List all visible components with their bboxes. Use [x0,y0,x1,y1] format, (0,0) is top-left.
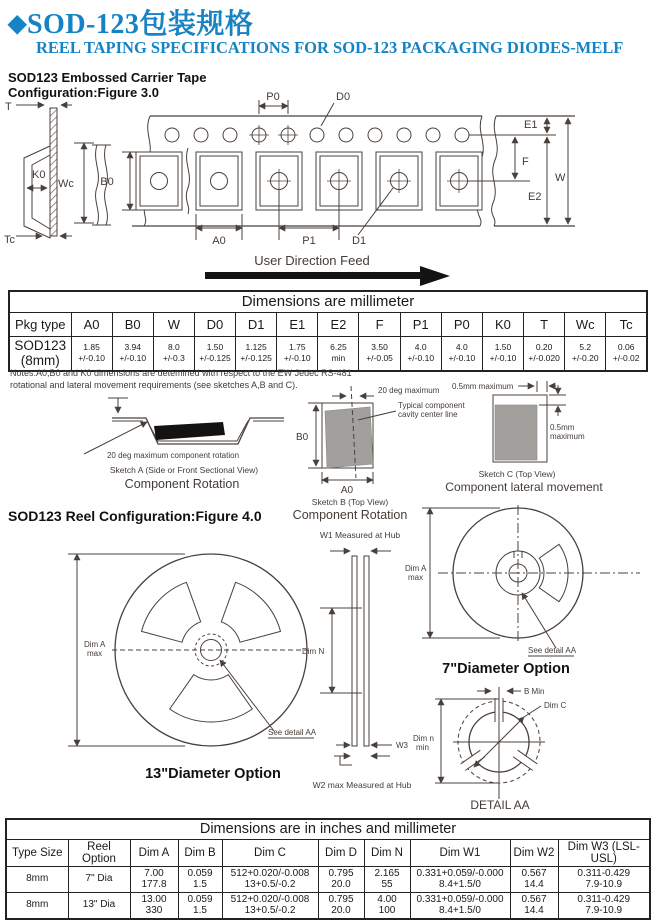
notes-line1: Notes:A0,B0 and K0 dimensions are detemined with respect to the EW Jedec RS-481 [10,368,352,378]
dim-label-T: T [5,101,12,113]
dim-mm: 14.4 [524,879,544,890]
dim-n-min-label2: min [416,743,429,752]
dim-cell [194,336,235,371]
dim-mm: 7.9-10.9 [585,879,623,890]
sketch-a [84,398,284,491]
dim-cell [178,892,222,919]
col-header: Type Size [6,839,68,866]
figure3-heading-line2: Configuration:Figure 3.0 [8,85,159,101]
dim-in: 0.567 [521,867,547,879]
tape-size-cell: 8mm [6,866,68,892]
dim-in: 0.331+0.059/-0.000 [416,893,504,905]
reel13-caption: 13"Diameter Option [145,766,281,782]
dim-label-E2: E2 [528,191,542,203]
dim-tol: +/-0.3 [162,353,185,364]
table2-row-7in [6,866,650,892]
dim-mm: 55 [381,879,393,890]
dim-label-B0: B0 [100,176,114,188]
dim-mm: 1.5 [193,879,207,890]
dim-mm: 7.9-10.9 [585,905,623,916]
reel7-see-detail: See detail AA [528,646,577,655]
reel13-see-detail: See detail AA [268,728,317,737]
reel-flange-left [352,556,357,746]
dim-label-Tc: Tc [4,234,15,246]
dim-mm: 330 [145,905,163,916]
col-header: Dim B [178,839,222,866]
table1-header-row [9,312,647,336]
reel-option-cell: 13" Dia [68,892,130,919]
col-header: P1 [400,312,441,336]
sketch-b-leader1: Typical component [398,401,465,410]
table2-caption: Dimensions are in inches and millimeter [6,819,650,839]
table1-caption: Dimensions are millimeter [9,291,647,312]
dim-mm: 1.5 [193,905,207,916]
dim-n-label: Dim N [302,647,325,656]
dimensions-table-mm [8,290,648,372]
col-header: T [524,312,565,336]
sketch-c-right-note1: 0.5mm [550,423,575,432]
dim-value: 1.85 [83,342,100,353]
dim-in: 7.00 [144,867,164,879]
dim-value: 1.50 [206,342,224,353]
pkg-type-cell [9,336,71,371]
col-header: B0 [112,312,153,336]
reel7-dim-a-max: max [408,573,424,582]
sketch-b-a0: A0 [340,485,354,496]
tape-wall [50,108,57,236]
dim-cell [222,866,318,892]
dim-tol: +/-0.125 [240,353,272,364]
sketch-a-note: 20 deg maximum component rotation [106,451,240,460]
sketch-c-caption: Sketch C (Top View) [478,469,556,479]
carrier-tape-drawing [0,88,656,288]
dim-cell [130,866,178,892]
col-header: Tc [606,312,647,336]
dim-cell [318,866,364,892]
feed-direction-label: User Direction Feed [254,253,370,268]
table2-row-13in [6,892,650,919]
dim-label-A0: A0 [212,235,226,247]
dim-value: 5.2 [579,342,592,353]
dim-cell [441,336,482,371]
dim-cell [318,892,364,919]
col-header: Dim A [130,839,178,866]
component-side-view [154,422,225,440]
dim-cell [606,336,647,371]
col-header: Dim W3 (LSL-USL) [558,839,650,866]
col-header: W [153,312,194,336]
dim-in: 512+0.020/-0.008 [230,893,310,905]
col-header: Dim W2 [510,839,558,866]
dim-label-D1: D1 [352,235,367,247]
sketch-a-caption: Sketch A (Side or Front Sectional View) [109,465,259,475]
pkg-size: (8mm) [20,353,60,369]
page-subtitle: REEL TAPING SPECIFICATIONS FOR SOD-123 PACKAGING DIODES-MELF [36,38,624,57]
page-title [8,2,253,42]
dim-value: 4.0 [414,342,427,353]
sketch-b-title: Component Rotation [292,508,408,522]
dim-cell [558,892,650,919]
dim-label-F: F [522,156,529,168]
dim-cell [400,336,441,371]
sketch-b-note: 20 deg maximum [378,386,440,395]
diamond-icon: ◆ [8,11,27,37]
dim-mm: 13+0.5/-0.2 [244,905,296,916]
dim-cell [236,336,277,371]
dim-cell [277,336,318,371]
dim-in: 0.795 [328,893,354,905]
dim-in: 512+0.020/-0.008 [230,867,310,879]
dim-cell [558,866,650,892]
dim-label-P1: P1 [302,235,316,247]
col-header: Wc [565,312,606,336]
dim-value: 6.25 [330,342,347,353]
dim-value: 0.20 [535,342,553,353]
dim-value: 1.50 [494,342,512,353]
sketch-a-title: Component Rotation [124,477,240,491]
reel7-caption: 7"Diameter Option [442,661,570,677]
feed-direction [205,253,450,286]
col-header: E1 [277,312,318,336]
dim-mm: 100 [378,905,396,916]
w2-label: W2 max Measured at Hub [312,780,412,790]
dim-label-W: W [555,172,566,184]
dim-cell [510,866,558,892]
dim-cell [565,336,606,371]
dim-tol: +/-0.10 [119,353,147,364]
reel-13inch [68,554,317,782]
page-title-text: SOD-123包装规格 [26,9,254,40]
col-header: D1 [236,312,277,336]
tape-band [92,91,575,247]
dim-mm: 8.4+1.5/0 [439,905,481,916]
col-header: Dim N [364,839,410,866]
dim-in: 13.00 [141,893,167,905]
reel-option-cell: 7" Dia [68,866,130,892]
col-header: Dim W1 [410,839,510,866]
dim-tol: +/-0.10 [407,353,435,364]
dim-tol: +/-0.10 [283,353,311,364]
reel13-dim-a-max: max [87,649,103,658]
pkg-name: SOD123 [14,337,67,353]
sketch-c-right-note2: maximum [550,432,585,441]
dim-label-P0: P0 [266,91,280,103]
dim-in: 0.311-0.429 [577,867,631,879]
tape-size-cell: 8mm [6,892,68,919]
dim-mm: 14.4 [524,905,544,916]
dim-in: 0.059 [187,867,213,879]
dim-cell [178,866,222,892]
col-header: Reel Option [68,839,130,866]
dim-value: 1.125 [245,342,267,353]
dim-value: 4.0 [455,342,468,353]
sketch-c-top-note: 0.5mm maximum [452,382,514,391]
figure4-heading: SOD123 Reel Configuration:Figure 4.0 [8,508,262,524]
dim-value: 8.0 [167,342,180,353]
dim-label-K0: K0 [32,169,46,181]
figure3-heading-line1: SOD123 Embossed Carrier Tape [8,70,207,85]
dim-mm: 8.4+1.5/0 [439,879,481,890]
sketch-b-leader2: cavity center line [398,410,458,419]
dim-in: 0.311-0.429 [577,893,631,905]
dim-tol: +/-0.10 [489,353,517,364]
sketch-c [445,381,603,494]
dim-value: 3.94 [124,342,141,353]
detail-aa [413,687,566,812]
dim-cell [410,892,510,919]
dim-cell [153,336,194,371]
col-header: E2 [318,312,359,336]
dim-mm: 20.0 [331,905,351,916]
reel-flange-right [364,556,369,746]
w1-label: W1 Measured at Hub [319,530,401,540]
dim-cell [318,336,359,371]
feed-arrow-icon [205,266,450,286]
table1-data-row [9,336,647,371]
reel-drawing [0,495,656,815]
notes-line2: rotational and lateral movement requirements (see sketches A,B and C). [10,379,298,390]
dim-tol: +/-0.05 [366,353,393,364]
dim-in: 0.059 [187,893,213,905]
dim-tol: +/-0.125 [199,353,231,364]
dim-mm: 177.8 [141,879,167,890]
dim-tol: +/-0.020 [528,353,560,364]
reel13-dim-a: Dim A [84,640,106,649]
pocket-section [24,146,50,238]
dim-cell [71,336,112,371]
sketch-b-b0: B0 [296,432,309,443]
dim-cell [364,892,410,919]
dim-cell [482,336,523,371]
col-header: A0 [71,312,112,336]
dim-cell [359,336,400,371]
dim-cell [364,866,410,892]
dim-tol: +/-0.20 [571,353,599,364]
dim-label-E1: E1 [524,119,538,131]
dim-cell [112,336,153,371]
component-top-view-rotated [325,407,373,468]
reel-7inch [405,505,640,677]
dim-in: 0.331+0.059/-0.000 [416,867,504,879]
dim-value: 3.50 [371,342,388,353]
dim-label-D0: D0 [336,91,351,103]
dim-in: 0.795 [328,867,354,879]
tape-cross-section [4,101,94,246]
dim-cell [222,892,318,919]
dim-value: 1.75 [289,342,306,353]
dim-cell [130,892,178,919]
reel-side-view [302,530,412,790]
dim-in: 0.567 [521,893,547,905]
dim-in: 2.165 [374,867,400,879]
col-header: F [359,312,400,336]
col-header: K0 [482,312,523,336]
dim-tol: +/-0.10 [448,353,476,364]
detail-aa-caption: DETAIL AA [470,798,530,812]
dim-value: 0.06 [617,342,635,353]
dim-tol: +/-0.10 [78,353,105,364]
col-header: P0 [441,312,482,336]
sketch-c-title: Component lateral movement [445,480,603,494]
sprocket-holes [165,125,469,145]
col-header: Pkg type [9,312,71,336]
col-header: Dim D [318,839,364,866]
dim-cell [524,336,565,371]
dim-cell [410,866,510,892]
dim-tol: +/-0.02 [612,353,640,364]
dim-tol: min [331,353,346,364]
dim-n-min-label1: Dim n [413,734,434,743]
dim-c-label: Dim C [544,701,567,710]
sketch-b-caption: Sketch B (Top View) [311,497,389,507]
table2-header-row [6,839,650,866]
reel7-dim-a: Dim A [405,564,427,573]
reel-dimensions-table [5,818,651,920]
dim-mm: 13+0.5/-0.2 [244,879,296,890]
dim-cell [510,892,558,919]
component-top-view-offset [495,405,537,460]
b-min-label: B Min [524,687,545,696]
dim-in: 4.00 [377,893,397,905]
w3-label: W3 [396,741,408,750]
dim-label-Wc: Wc [58,178,74,190]
tape-pockets [136,152,482,210]
col-header: D0 [194,312,235,336]
col-header: Dim C [222,839,318,866]
dim-mm: 20.0 [331,879,351,890]
